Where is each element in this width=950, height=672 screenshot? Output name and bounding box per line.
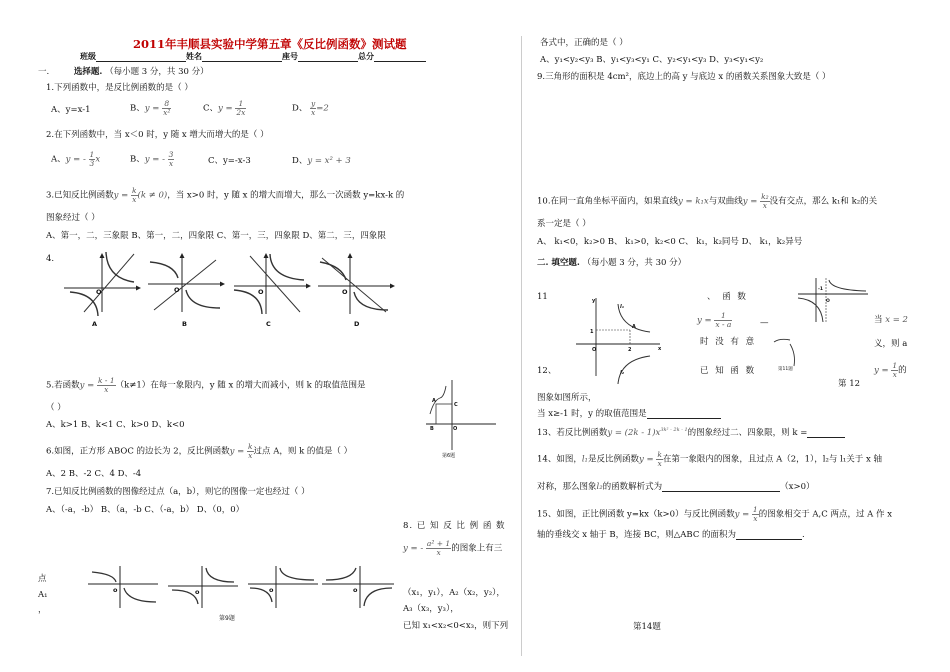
question-8-line-2: y = - $\frac{\text{a² + 1}}{x}$ 的图象上有三 <box>403 539 503 557</box>
svg-text:O: O <box>453 426 458 432</box>
q4c-label: C <box>266 320 271 328</box>
question-11-line-3b: 义，则 a <box>874 339 908 349</box>
question-4-number: 4. <box>46 254 55 264</box>
q9-caption: 第9题 <box>219 615 235 622</box>
svg-text:x: x <box>658 346 662 352</box>
q6-caption: 第6题 <box>442 453 456 459</box>
question-2-option-a: A、y = - $\frac{1}{3}$ x <box>51 150 101 168</box>
q4b-origin: O <box>174 286 180 294</box>
section-1-note: （每小题 3 分，共 30 分） <box>105 67 209 77</box>
question-9-figure <box>88 566 398 622</box>
section-1-number: 一. <box>38 67 50 77</box>
question-1-stem: 1.下列函数中，是反比例函数的是（ ） <box>46 83 193 93</box>
question-14-stem: 14、如图，l₁是反比例函数y = $\frac{k}{x}$ 在第一象限内的图象，且过点 A（2，1），l₂与 l₁关于 x 轴 <box>537 450 882 468</box>
question-8-points-3: 已知 x₁<x₂<0<x₃，则下列 <box>403 621 509 631</box>
svg-text:1: 1 <box>590 329 594 335</box>
question-11-number: 11 <box>537 292 548 302</box>
question-14-figure <box>574 296 664 378</box>
question-2-option-c: C、y=-x-3 <box>208 156 251 166</box>
section-1-heading <box>38 67 209 77</box>
svg-text:O: O <box>826 299 830 304</box>
question-15-blank[interactable] <box>736 539 802 540</box>
svg-text:y: y <box>592 298 596 304</box>
question-3-stem: 3.已知反比例函数y = $\frac{k}{x}$ (k ≠ 0)，当 x>0 时，y 随 x 的增大而增大，那么一次函数 y=kx-k 的 <box>46 186 405 204</box>
svg-text:O: O <box>592 347 597 353</box>
question-2-stem: 2.在下列函数中，当 x＜0 时，y 随 x 增大而增大的是（ ） <box>46 130 269 140</box>
q4-graph-b <box>148 254 224 328</box>
q4d-label: D <box>354 320 360 328</box>
question-11-function: y = $\frac{1}{x - a}$ <box>697 311 732 329</box>
q9-graph-c <box>248 566 318 608</box>
svg-text:A: A <box>432 398 436 404</box>
question-12-number: 12、 <box>537 366 557 376</box>
question-5-options: A、k>1 B、k<1 C、k>0 D、k<0 <box>46 420 185 430</box>
question-15-stem: 15、如图，正比例函数 y=kx（k>0）与反比例函数y = $\frac{1}{x}$ 的图象相交于 A,C 两点，过 A 作 x <box>537 505 892 523</box>
question-2-option-d: D、y = x² + 3 <box>292 156 351 166</box>
q4c-origin: O <box>258 288 264 296</box>
question-6-stem: 6.如图，正方形 ABOC 的边长为 2，反比例函数y = $\frac{k}{x}$ 过点 A，则 k 的值是（ ） <box>46 442 353 460</box>
question-12-line-2: 图象如图所示， <box>537 393 597 403</box>
q9-graph-b <box>168 566 238 608</box>
question-3-line-2: 图象经过（ ） <box>46 213 100 223</box>
q4b-label: B <box>182 320 187 328</box>
q4-graph-c <box>234 254 310 328</box>
question-8-comma: ， <box>38 605 47 615</box>
question-8-line-1: 8. 已 知 反 比 例 函 数 <box>403 521 506 531</box>
q4a-origin: O <box>96 288 102 296</box>
name-label: 姓名 <box>186 51 202 61</box>
q4a-label: A <box>92 320 98 328</box>
question-5-stem: 5.若函数y = $\frac{k - 1}{x}$ （k≠1）在每一象限内，y 随 x 的增大而减小，则 k 的取值范围是 <box>46 376 366 394</box>
question-1-option-b: B、y = $\frac{8}{\text{x²}}$ <box>130 99 171 117</box>
question-13-stem: 13、若反比例函数$y = (2k - 1)x^{3k^2 - 2k - 1}$的图象经过二、四象限，则 k = <box>537 427 845 438</box>
question-2-option-b: B、y = - $\frac{3}{x}$ <box>130 150 174 168</box>
question-8-options: A、y₁<y₂<y₃ B、y₁<y₃<y₁ C、y₂<y₁<y₃ D、y₃<y₁<y₂ <box>540 55 764 65</box>
page-title: 2011年丰顺县实验中学第五章《反比例函数》测试题 <box>133 37 407 51</box>
section-1-title: 选择题. <box>73 67 103 77</box>
svg-text:o: o <box>353 586 358 594</box>
q9-graph-a <box>88 566 158 608</box>
question-4-figure <box>60 250 390 330</box>
question-8-points-1: （x₁，y₁），A₂（x₂，y₂）， <box>403 588 505 598</box>
question-1-option-a: A、y=x-1 <box>51 105 91 115</box>
question-9-stem: 9.三角形的面积是 4cm²，底边上的高 y 与底边 x 的函数关系图象大致是（ ） <box>537 72 831 82</box>
question-3-options: A、第一，二，三象限 B、第一，二，四象限 C、第一，三，四象限 D、第二，三，四象限 <box>46 231 386 241</box>
question-6-options: A、2 B、-2 C、4 D、-4 <box>46 469 142 479</box>
question-11-figure <box>796 276 870 324</box>
q4-graph-a <box>64 252 140 328</box>
svg-text:C: C <box>454 402 458 408</box>
q12-caption: 第11题 <box>778 367 793 372</box>
question-11-when: 当 x = 2 <box>874 315 908 325</box>
svg-text:-1: -1 <box>818 287 823 292</box>
svg-text:A: A <box>632 324 636 330</box>
question-11-label: 、 函 数 <box>707 292 748 302</box>
student-info-line <box>80 52 426 62</box>
question-8-a1: A₁ <box>38 590 48 600</box>
question-6-figure <box>420 378 500 458</box>
section-2-note: （每小题 3 分，共 30 分） <box>582 258 687 268</box>
question-11-line-3: 时 没 有 意 <box>700 337 757 347</box>
svg-text:o: o <box>113 586 118 594</box>
class-label: 班级 <box>80 51 96 61</box>
question-12-figure <box>770 336 840 376</box>
question-12-known: 已 知 函 数 <box>700 366 757 376</box>
q9-graph-d <box>322 566 394 608</box>
question-15-line-2: 轴的垂线交 x 轴于 B，连接 BC，则△ABC 的面积为 . <box>537 530 805 540</box>
question-8-points-2: A₃（x₃，y₃）， <box>403 604 459 614</box>
svg-text:l₂: l₂ <box>620 370 624 376</box>
svg-text:2: 2 <box>628 347 632 353</box>
svg-text:l₁: l₁ <box>620 304 624 310</box>
question-12-line-3: 当 x≥-1 时，y 的取值范围是 <box>537 409 721 419</box>
question-11-dash: — <box>760 318 769 328</box>
question-5-paren: （ ） <box>46 403 66 413</box>
question-12-label: 第 12 <box>838 379 861 389</box>
question-14-caption: 第14题 <box>633 622 661 632</box>
question-8-point-label: 点 <box>38 574 47 584</box>
question-12-function: y = $\frac{1}{x}$ 的 <box>874 361 907 379</box>
svg-text:o: o <box>195 588 200 596</box>
question-14-blank[interactable] <box>662 491 780 492</box>
column-divider <box>521 36 522 656</box>
question-10-line-2: 系一定是（ ） <box>537 219 591 229</box>
total-label: 总分 <box>358 51 374 61</box>
question-1-option-c: C、y = $\frac{1}{2x}$ <box>203 99 246 117</box>
svg-text:o: o <box>269 586 274 594</box>
section-2-title: 二. 填空题. <box>537 258 580 268</box>
question-7-options: A、（-a，-b） B、（a，-b C、（-a，b） D、（0，0） <box>46 505 245 515</box>
q4d-origin: O <box>342 288 348 296</box>
question-1-option-d: D、 $\frac{y}{x}$ =2 <box>292 99 329 117</box>
question-10-stem: 10.在同一直角坐标平面内，如果直线y = k₁x与双曲线y = $\frac{\text{k₂}}{x}$ 没有交点，那么 k₁和 k₂的关 <box>537 192 878 210</box>
question-7-stem: 7.已知反比例函数的图像经过点（a，b），则它的图像一定也经过（ ） <box>46 487 310 497</box>
seat-label: 座号 <box>282 51 298 61</box>
question-10-options: A、 k₁<0，k₂>0 B、 k₁>0，k₂<0 C、 k₁，k₂同号 D、 k₁，k₂异号 <box>537 237 803 247</box>
section-2-heading <box>537 258 686 268</box>
question-13-blank[interactable] <box>807 437 845 438</box>
svg-text:B: B <box>430 426 434 432</box>
question-14-line-2: 对称，那么图象l₂的函数解析式为 （x>0） <box>537 482 815 492</box>
question-8-continued: 各式中，正确的是（ ） <box>540 38 628 48</box>
q4-graph-d <box>318 254 394 328</box>
